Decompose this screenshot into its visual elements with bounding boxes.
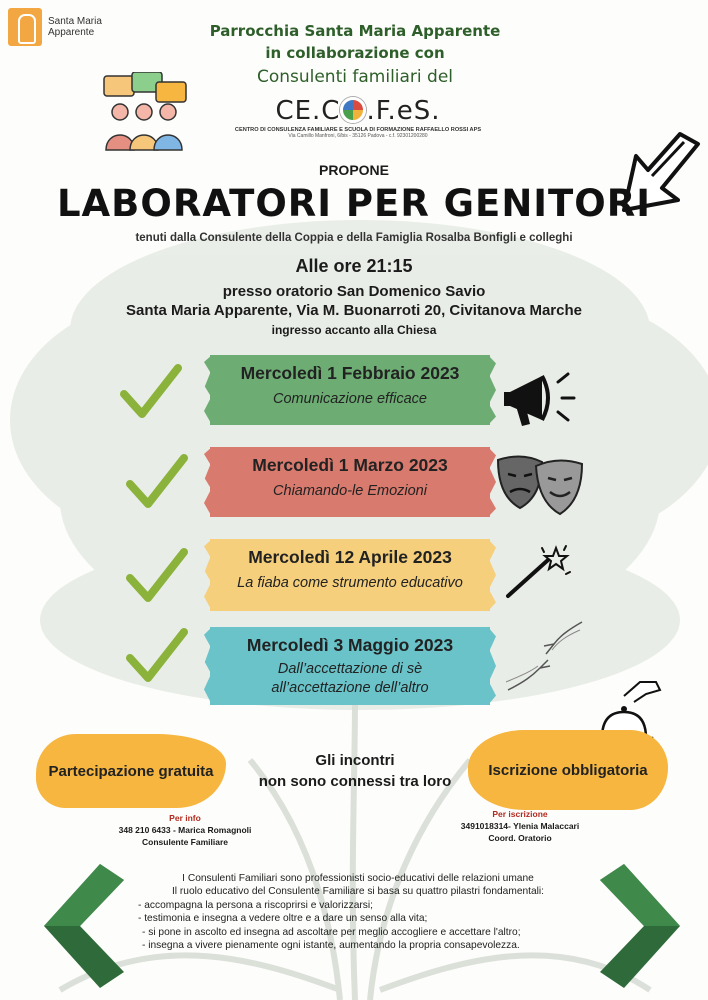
header <box>190 20 520 90</box>
session-3-topic: La fiaba come strumento educativo <box>237 575 463 591</box>
mandatory-registration-badge <box>468 730 668 810</box>
info-contact-role: Consulente Familiare <box>142 837 228 847</box>
chevron-right-icon <box>596 860 684 990</box>
megaphone-icon <box>502 362 580 434</box>
footer-line1: I Consulenti Familiari sono professionisti socio-educativi delle relazioni umane <box>182 873 534 884</box>
cecofes-circle-icon <box>340 97 366 123</box>
event-place: presso oratorio San Domenico Savio <box>222 283 486 300</box>
checkmark-icon <box>124 546 190 606</box>
registration-contact-label: Per iscrizione <box>492 809 548 819</box>
session-4-topic-line2: all’accettazione dell’altro <box>271 680 429 696</box>
session-1-date: Mercoledì 1 Febbraio 2023 <box>240 363 460 383</box>
registration-contact-role: Coord. Oratorio <box>488 833 552 843</box>
checkmark-icon <box>118 362 184 422</box>
meetings-note-line2: non sono connessi tra loro <box>258 773 452 790</box>
cecofes-subtitle: CENTRO DI CONSULENZA FAMILIARE E SCUOLA DI FORMAZIONE RAFFAELLO ROSSI APS <box>234 127 482 133</box>
checkmark-icon <box>124 452 190 512</box>
cecofes-brand <box>228 96 488 126</box>
session-3 <box>210 539 490 611</box>
meetings-note-line1: Gli incontri <box>315 752 395 769</box>
session-4-topic-line1: Dall’accettazione di sè <box>277 661 423 677</box>
session-3-date: Mercoledì 12 Aprile 2023 <box>248 547 452 567</box>
footer-line5: - si pone in ascolto ed insegna ad ascoltare per meglio accogliere e accettare l'altro; <box>142 926 521 938</box>
parish-logo <box>8 8 102 46</box>
page-title: LABORATORI PER GENITORI <box>56 182 652 225</box>
header-collab: in collaborazione con <box>265 44 445 62</box>
registration-contact-phone: 3491018314- Ylenia Malaccari <box>460 821 580 831</box>
cecofes-address: Via Camillo Manfroni, 6/bis - 35126 Padova - c.f. 92301200280 <box>288 133 428 139</box>
people-chat-icon <box>100 72 190 152</box>
free-participation-badge <box>36 734 226 808</box>
cecofes-brand-post: .F.eS. <box>366 96 441 126</box>
footer-line4: - testimonia e insegna a vedere oltre e a dare un senso alla vita; <box>138 913 428 925</box>
info-contact <box>100 812 270 848</box>
info-contact-label: Per info <box>169 813 201 823</box>
logo-text <box>48 16 102 38</box>
logo-line2: Apparente <box>48 27 95 38</box>
free-participation-label: Partecipazione gratuita <box>48 762 214 780</box>
info-contact-phone: 348 210 6433 - Marica Romagnoli <box>118 825 252 835</box>
event-entrance: ingresso accanto alla Chiesa <box>271 323 437 337</box>
session-2-topic: Chiamando-le Emozioni <box>273 483 427 499</box>
event-address: Santa Maria Apparente, Via M. Buonarroti 20, Civitanova Marche <box>126 302 582 319</box>
magic-wand-icon <box>504 544 574 600</box>
theater-masks-icon <box>496 452 584 518</box>
footer-line2: Il ruolo educativo del Consulente Familiare si basa su quattro pilastri fondamentali: <box>171 886 545 898</box>
checkmark-icon <box>124 626 190 686</box>
madonna-icon <box>8 8 42 46</box>
session-2 <box>210 447 490 517</box>
session-1-topic: Comunicazione efficace <box>273 391 427 407</box>
footer-line6: - insegna a vivere pienamente ogni istante, aumentando la propria consapevolezza. <box>142 940 520 952</box>
mandatory-registration-label: Iscrizione obbligatoria <box>488 761 648 779</box>
cecofes-brand-pre: CE.C <box>275 96 341 126</box>
session-4-topic <box>210 660 490 698</box>
chevron-left-icon <box>40 860 128 990</box>
session-4 <box>210 627 490 705</box>
registration-contact <box>430 808 610 844</box>
event-time: Alle ore 21:15 <box>295 256 413 276</box>
subtitle: tenuti dalla Consulente della Coppia e della Famiglia Rosalba Bonfigli e colleghi <box>135 232 573 244</box>
session-4-date: Mercoledì 3 Maggio 2023 <box>246 635 454 655</box>
logo-line1: Santa Maria <box>48 16 102 27</box>
cecofes-logo <box>228 96 488 139</box>
header-consultants: Consulenti familiari del <box>256 67 454 87</box>
session-1 <box>210 355 490 425</box>
propone-label: PROPONE <box>318 162 389 178</box>
session-2-date: Mercoledì 1 Marzo 2023 <box>252 455 448 475</box>
header-parish: Parrocchia Santa Maria Apparente <box>209 22 501 40</box>
meetings-note <box>240 750 470 792</box>
footer-line3: - accompagna la persona a riscoprirsi e valorizzarsi; <box>138 899 373 911</box>
reaching-hands-icon <box>504 616 586 696</box>
footer-text <box>138 872 578 952</box>
